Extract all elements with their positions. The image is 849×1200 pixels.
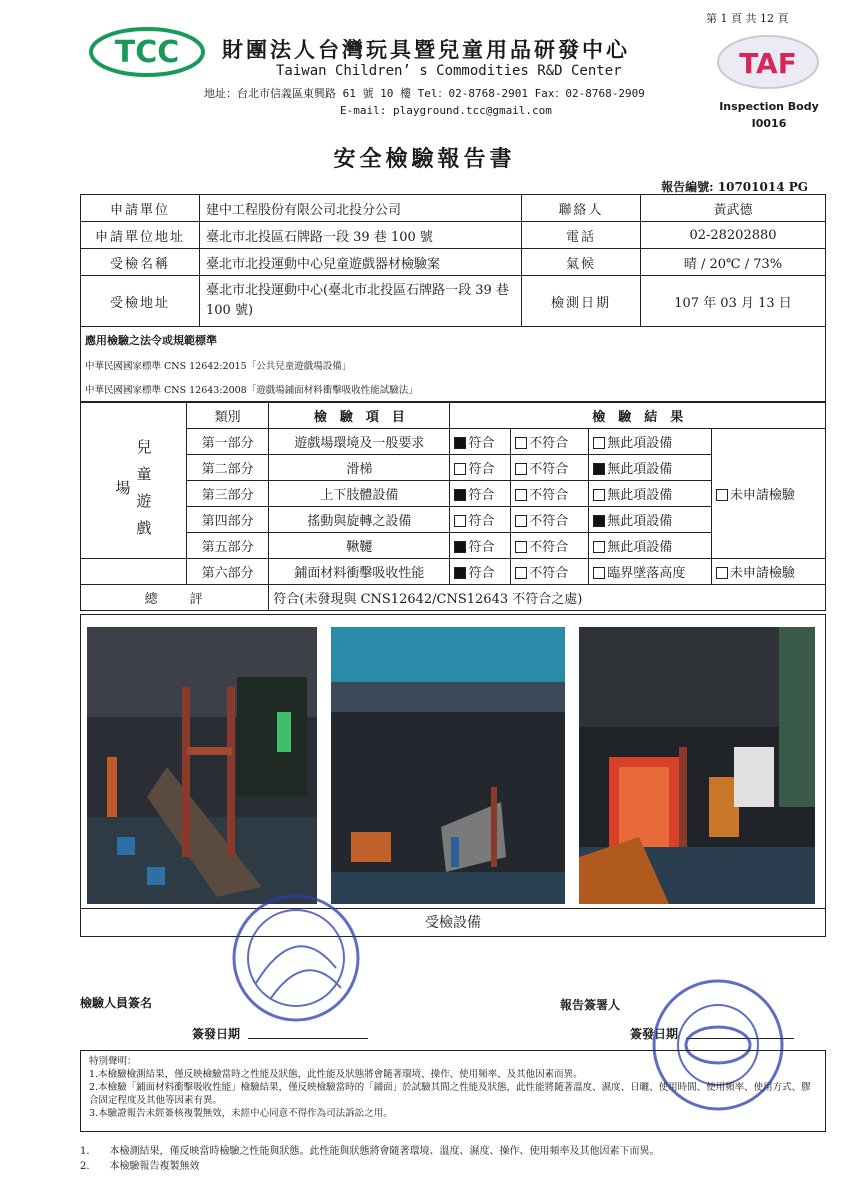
checkbox-fall-height <box>593 567 605 579</box>
row-item: 滑梯 <box>269 455 450 481</box>
taf-id: I0016 <box>751 117 787 130</box>
option-na: 無此項設備 <box>607 540 673 555</box>
site-label: 受檢地址 <box>81 276 200 327</box>
row-part: 第四部分 <box>187 507 269 533</box>
photo-2 <box>331 627 565 904</box>
checkbox-na-checked <box>593 463 605 475</box>
notes-heading: 特別聲明： <box>89 1056 137 1067</box>
contact-label: 聯絡人 <box>522 195 641 222</box>
photo-3 <box>579 627 815 904</box>
signer-label: 報告簽署人 <box>560 998 621 1012</box>
contact-value: 黃武德 <box>641 195 826 222</box>
standard-cns12643: 中華民國國家標準 CNS 12643:2008「遊戲場鋪面材料衝擊吸收性能試驗法」 <box>85 385 418 396</box>
row-part: 第六部分 <box>187 559 269 585</box>
row-part: 第一部分 <box>187 429 269 455</box>
checkbox-na <box>593 437 605 449</box>
option-pass: 符合 <box>468 540 495 555</box>
col-class: 類別 <box>187 403 269 429</box>
date-value: 107 年 03 月 13 日 <box>641 276 826 327</box>
note-1: 1.本檢驗檢測結果，僅反映檢驗當時之性能及狀態，此性能及狀態將會隨著環境、操作、使用頻率、及其他因素而異。 <box>89 1069 583 1080</box>
inspection-results-table <box>80 402 826 611</box>
checkbox-fail <box>515 437 527 449</box>
taf-label: Inspection Body <box>719 100 819 113</box>
table-row <box>81 559 826 585</box>
checkbox-pass-checked <box>454 489 466 501</box>
phone-label: 電話 <box>522 222 641 249</box>
site-value: 臺北市北投運動中心(臺北市北投區石牌路一段 39 巷 100 號) <box>200 276 522 327</box>
checkbox-na <box>593 541 605 553</box>
checkbox-not-applied <box>716 489 728 501</box>
equipment-photos <box>80 614 826 909</box>
option-not-applied: 未申請檢驗 <box>729 488 795 503</box>
table-row <box>81 429 826 455</box>
option-fail: 不符合 <box>529 462 569 477</box>
address-label: 申請單位地址 <box>81 222 200 249</box>
summary-label: 總 評 <box>81 585 269 611</box>
taf-logo <box>716 32 820 92</box>
tcc-logo-text: TCC <box>114 35 180 70</box>
row-part: 第五部分 <box>187 533 269 559</box>
col-item: 檢 驗 項 目 <box>269 403 450 429</box>
inspector-signature-label: 檢驗人員簽名 <box>80 996 153 1010</box>
applicant-info-table <box>80 194 826 327</box>
option-fail: 不符合 <box>529 566 569 581</box>
photos-caption: 受檢設備 <box>80 909 826 937</box>
option-na: 無此項設備 <box>607 462 673 477</box>
applicant-label: 申請單位 <box>81 195 200 222</box>
option-pass: 符合 <box>468 514 495 529</box>
checkbox-fail <box>515 567 527 579</box>
weather-value: 晴 / 20℃ / 73% <box>641 249 826 276</box>
option-na: 無此項設備 <box>607 488 673 503</box>
footer-note-2: 2. 本檢驗報告複製無效 <box>80 1161 200 1172</box>
checkbox-pass-checked <box>454 567 466 579</box>
report-number: 報告編號: 10701014 PG <box>661 180 808 194</box>
col-result: 檢 驗 結 果 <box>450 403 826 429</box>
option-pass: 符合 <box>468 436 495 451</box>
checkbox-na <box>593 489 605 501</box>
checkbox-fail <box>515 541 527 553</box>
row-item: 上下肢體設備 <box>269 481 450 507</box>
subject-label: 受檢名稱 <box>81 249 200 276</box>
checkbox-pass <box>454 463 466 475</box>
inspector-date-label: 簽發日期 <box>192 1027 241 1041</box>
checkbox-not-applied <box>716 567 728 579</box>
option-fall-height: 臨界墜落高度 <box>607 566 686 581</box>
row-item: 搖動與旋轉之設備 <box>269 507 450 533</box>
subject-value: 臺北市北投運動中心兒童遊戲器材檢驗案 <box>200 249 522 276</box>
checkbox-fail <box>515 489 527 501</box>
org-address: 地址：台北市信義區東興路 61 號 10 樓 Tel：02-8768-2901 Fax：02-8768-2909 <box>204 87 645 100</box>
note-2: 2.本檢驗「鋪面材料衝擊吸收性能」檢驗結果，僅反映檢驗當時的「鋪面」於試驗其間之性能及狀態，此性能將隨著溫度、濕度、日曬、使用時間、使用頻率、使用方式、膠合固定程度及其他等因素有異。 <box>89 1082 811 1106</box>
option-na: 無此項設備 <box>607 436 673 451</box>
applicant-value: 建中工程股份有限公司北投分公司 <box>200 195 522 222</box>
page-title: 安全檢驗報告書 <box>333 146 516 172</box>
footer-note-1: 1. 本檢測結果，僅反映當時檢驗之性能與狀態。此性能與狀態將會隨著環境、溫度、濕度、操作、使用頻率及其他因素下而異。 <box>80 1146 660 1157</box>
option-na: 無此項設備 <box>607 514 673 529</box>
option-fail: 不符合 <box>529 488 569 503</box>
option-pass: 符合 <box>468 566 495 581</box>
row-item: 鞦韆 <box>269 533 450 559</box>
option-fail: 不符合 <box>529 514 569 529</box>
checkbox-pass <box>454 515 466 527</box>
date-label: 檢測日期 <box>522 276 641 327</box>
standard-cns12642: 中華民國國家標準 CNS 12642:2015「公共兒童遊戲場設備」 <box>85 361 352 372</box>
signer-date-label: 簽發日期 <box>630 1027 679 1041</box>
address-value: 臺北市北投區石牌路一段 39 巷 100 號 <box>200 222 522 249</box>
photo-1 <box>87 627 317 904</box>
row-item: 鋪面材料衝擊吸收性能 <box>269 559 450 585</box>
org-name-en: Taiwan Children’ s Commodities R&D Center <box>276 63 622 79</box>
org-email: E-mail: playground.tcc@gmail.com <box>340 104 552 117</box>
row-item: 遊戲場環境及一般要求 <box>269 429 450 455</box>
phone-value: 02-28202880 <box>641 222 826 249</box>
special-notes <box>80 1050 826 1132</box>
page-number: 第 1 頁 共 12 頁 <box>706 12 789 25</box>
row-part: 第三部分 <box>187 481 269 507</box>
tcc-logo <box>88 26 206 78</box>
checkbox-pass-checked <box>454 541 466 553</box>
standards-block <box>80 326 826 402</box>
option-pass: 符合 <box>468 462 495 477</box>
standards-heading: 應用檢驗之法令或規範標準 <box>85 334 217 347</box>
option-fail: 不符合 <box>529 436 569 451</box>
playground-category-label: 兒童遊戲場 <box>81 429 187 559</box>
checkbox-fail <box>515 515 527 527</box>
org-name: 財團法人台灣玩具暨兒童用品研發中心 <box>222 38 630 62</box>
checkbox-fail <box>515 463 527 475</box>
row-part: 第二部分 <box>187 455 269 481</box>
checkbox-na-checked <box>593 515 605 527</box>
taf-logo-text: TAF <box>739 47 797 80</box>
note-3: 3.本驗證報告未經簽核複製無效，未經中心同意不得作為司法訴訟之用。 <box>89 1108 393 1119</box>
option-not-applied: 未申請檢驗 <box>729 566 795 581</box>
confirmation-seal-stamp <box>226 888 366 1028</box>
weather-label: 氣候 <box>522 249 641 276</box>
inspector-date-line <box>248 1038 368 1039</box>
checkbox-pass-checked <box>454 437 466 449</box>
summary-value: 符合(未發現與 CNS12642/CNS12643 不符合之處) <box>269 585 826 611</box>
option-pass: 符合 <box>468 488 495 503</box>
option-fail: 不符合 <box>529 540 569 555</box>
